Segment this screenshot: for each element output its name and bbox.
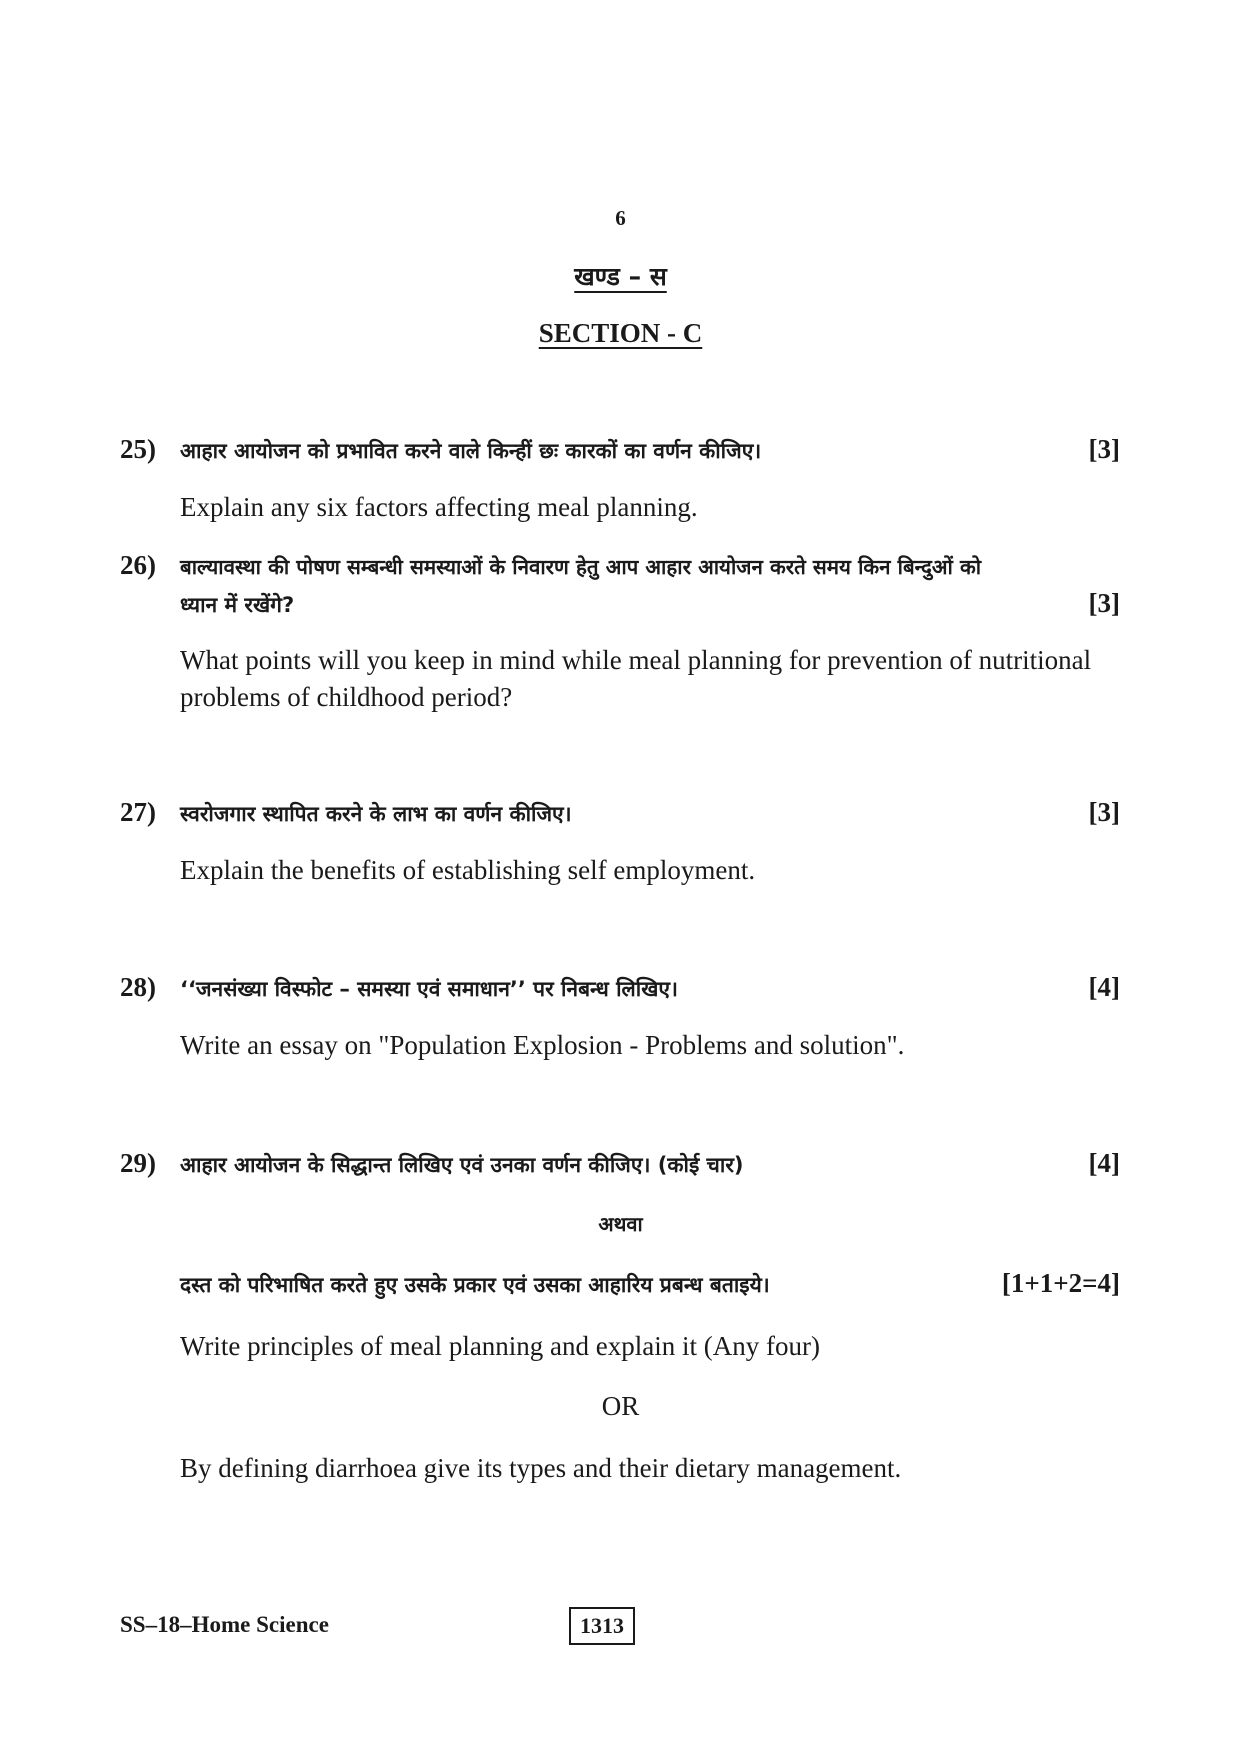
question-hindi: आहार आयोजन के सिद्धान्त लिखिए एवं उनका वर्णन कीजिए। (कोई चार)	[180, 1153, 744, 1177]
question-hindi-line2: ध्यान में रखेंगे?	[180, 593, 295, 617]
question-number: 26)	[120, 550, 156, 580]
question-marks: [4]	[1088, 1148, 1120, 1178]
question-number: 28)	[120, 972, 156, 1002]
question-number: 25)	[120, 434, 156, 464]
alternative-question-hindi: दस्त को परिभाषित करते हुए उसके प्रकार एवं उसका आहारिय प्रबन्ध बताइये।	[180, 1273, 770, 1297]
question-marks: [4]	[1088, 972, 1120, 1002]
page-number: 6	[615, 206, 626, 230]
question-english: Explain any six factors affecting meal planning.	[180, 492, 698, 522]
question-hindi-line1: बाल्यावस्था की पोषण सम्बन्धी समस्याओं के निवारण हेतु आप आहार आयोजन करते समय किन बिन्दुओं को	[180, 555, 982, 579]
question-english-line1: What points will you keep in mind while meal planning for prevention of nutritional	[180, 645, 1092, 675]
section-title-english: SECTION - C	[538, 318, 703, 348]
question-marks: [3]	[1088, 588, 1120, 618]
or-divider-english: OR	[601, 1391, 640, 1421]
alternative-question-english: By defining diarrhoea give its types and their dietary management.	[180, 1453, 902, 1483]
or-divider-hindi: अथवा	[598, 1212, 643, 1236]
question-marks: [3]	[1088, 797, 1120, 827]
alternative-question-marks: [1+1+2=4]	[1001, 1268, 1120, 1298]
question-english: Write an essay on "Population Explosion - Problems and solution".	[180, 1030, 905, 1060]
footer-paper-name: SS–18–Home Science	[120, 1612, 329, 1637]
question-english: Explain the benefits of establishing self employment.	[180, 855, 756, 885]
question-number: 29)	[120, 1148, 156, 1178]
section-title-hindi: खण्ड – स	[574, 262, 667, 291]
question-hindi: आहार आयोजन को प्रभावित करने वाले किन्हीं छः कारकों का वर्णन कीजिए।	[180, 439, 762, 463]
question-hindi: ‘‘जनसंख्या विस्फोट – समस्या एवं समाधान’’ पर निबन्ध लिखिए।	[180, 977, 678, 1001]
footer-paper-code: 1313	[569, 1607, 635, 1645]
question-number: 27)	[120, 797, 156, 827]
question-marks: [3]	[1088, 434, 1120, 464]
question-english: Write principles of meal planning and explain it (Any four)	[180, 1331, 820, 1361]
question-english-line2: problems of childhood period?	[180, 682, 513, 712]
question-hindi: स्वरोजगार स्थापित करने के लाभ का वर्णन कीजिए।	[180, 802, 572, 826]
